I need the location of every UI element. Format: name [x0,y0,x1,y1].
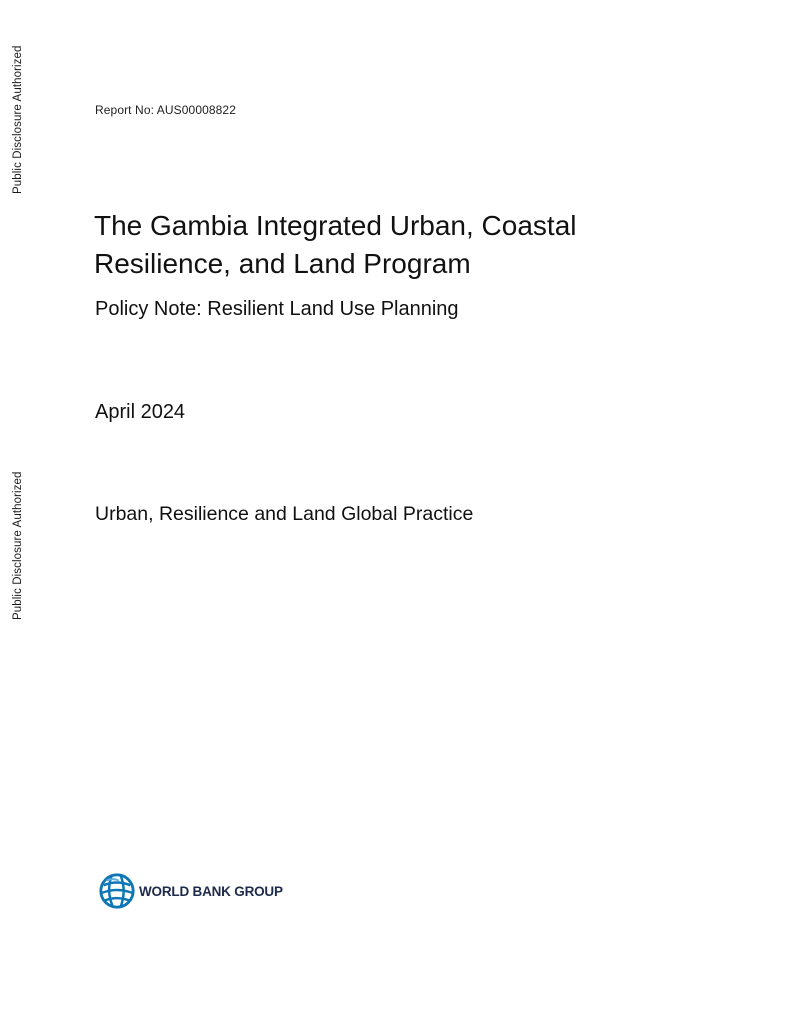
disclosure-stamp-top-text: Public Disclosure Authorized [12,45,24,194]
global-practice: Urban, Resilience and Land Global Practice [95,503,474,525]
report-number: Report No: AUS00008822 [95,103,236,117]
disclosure-stamp-bottom-text: Public Disclosure Authorized [12,471,24,620]
document-title-line-1: The Gambia Integrated Urban, Coastal [94,210,577,241]
world-bank-globe-icon [98,872,136,910]
logo-wordmark: WORLD BANK GROUP [139,883,283,899]
document-date: April 2024 [95,401,186,423]
document-subtitle: Policy Note: Resilient Land Use Planning [95,298,459,320]
world-bank-group-logo [98,871,283,911]
document-title-line-2: Resilience, and Land Program [94,248,471,279]
document-title [94,207,694,283]
disclosure-stamp-bottom [9,452,25,620]
disclosure-stamp-top [9,26,25,194]
